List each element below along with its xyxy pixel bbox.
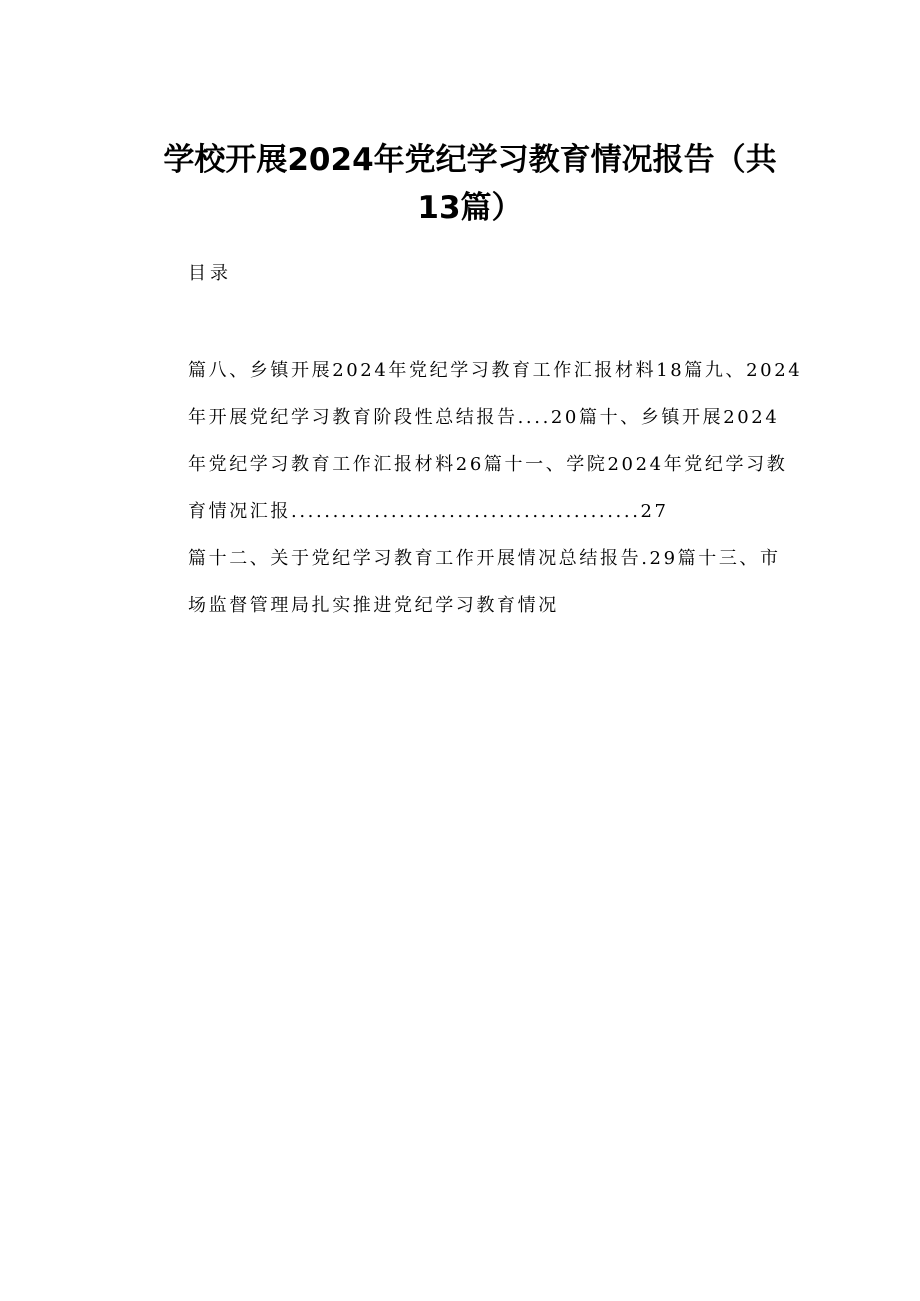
toc-heading: 目录	[188, 263, 232, 284]
title-line-1: 学校开展2024年党纪学习教育情况报告（共	[163, 142, 777, 178]
toc-line: 篇八、乡镇开展2024年党纪学习教育工作汇报材料18篇九、2024	[188, 360, 803, 381]
toc-line: 篇十二、关于党纪学习教育工作开展情况总结报告.29篇十三、市	[188, 548, 781, 569]
document-title	[150, 136, 790, 232]
toc-line: 育情况汇报..........................................27	[188, 501, 669, 522]
toc-line: 年党纪学习教育工作汇报材料26篇十一、学院2024年党纪学习教	[188, 454, 788, 475]
title-line-2: 13篇）	[417, 190, 523, 226]
toc-line: 年开展党纪学习教育阶段性总结报告....20篇十、乡镇开展2024	[188, 407, 780, 428]
toc-line: 场监督管理局扎实推进党纪学习教育情况	[188, 595, 559, 616]
